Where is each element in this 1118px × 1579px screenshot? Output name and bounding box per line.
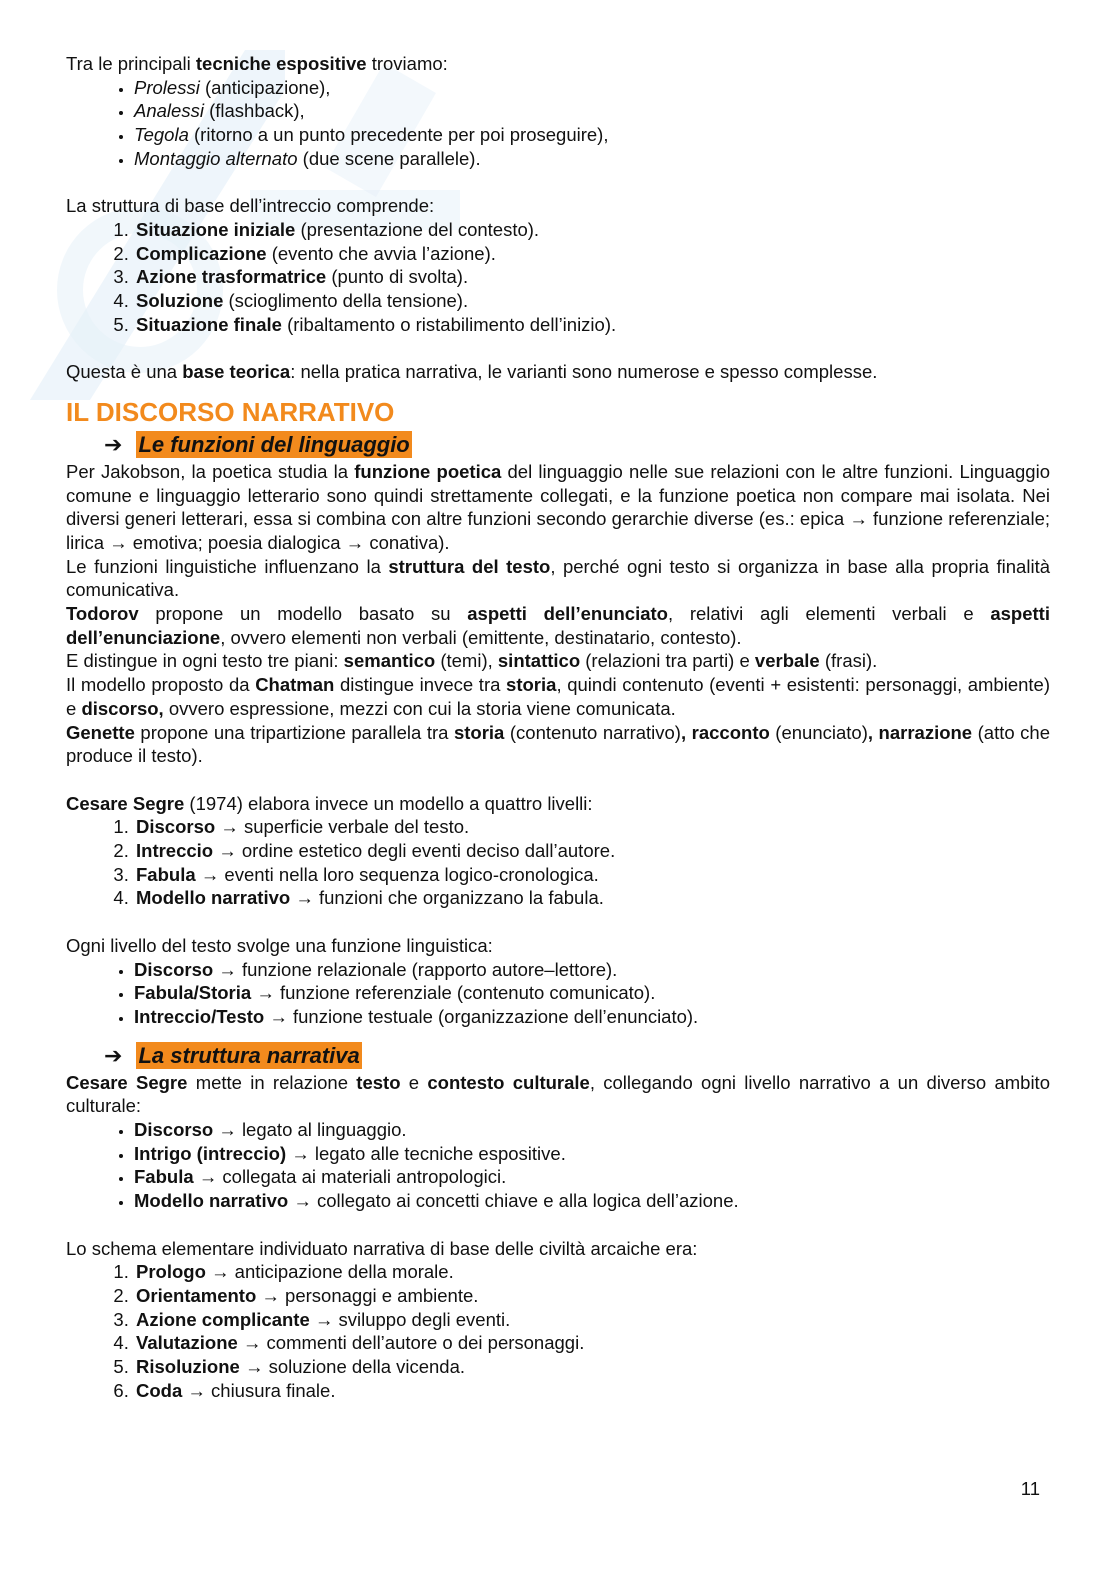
bold-term: Risoluzione — [136, 1356, 240, 1378]
text-run: → chiusura finale. — [182, 1379, 336, 1401]
text-run: → superficie verbale del testo. — [215, 816, 470, 838]
list-item — [134, 815, 1050, 839]
bold-term: Situazione iniziale — [136, 218, 296, 240]
text-run: troviamo: — [366, 53, 448, 74]
subheading-funzioni — [104, 430, 1050, 460]
text-run: (1974) elabora invece un modello a quattro livelli: — [184, 792, 593, 814]
text-run: → eventi nella loro sequenza logico-cronologica. — [195, 863, 599, 885]
subheading-struttura-label: La struttura narrativa — [138, 1043, 360, 1069]
text-run: → legato alle tecniche espositive. — [286, 1142, 566, 1164]
bold-term: Modello narrativo — [136, 887, 291, 909]
bold-term: discorso, — [81, 697, 164, 719]
text-run: Ogni livello del testo svolge una funzione linguistica: — [66, 934, 493, 956]
list-item — [134, 242, 1050, 266]
bold-term: Cesare Segre — [66, 792, 185, 814]
arrow-icon: ➔ — [104, 431, 123, 457]
paragraph-livello — [66, 934, 1050, 958]
bold-term: semantico — [343, 650, 436, 672]
italic-term: Analessi — [134, 100, 204, 122]
subheading-funzioni-label: Le funzioni del linguaggio — [138, 432, 410, 458]
bold-term: Chatman — [255, 674, 335, 696]
text-run: (atto che produce il testo). — [66, 721, 1051, 767]
text-run: , relativi agli elementi verbali e — [667, 603, 991, 625]
text-run: (presentazione del contesto). — [295, 218, 540, 240]
bold-term: Complicazione — [136, 242, 267, 264]
text-run: → personaggi e ambiente. — [256, 1284, 479, 1306]
italic-term: Prolessi — [134, 76, 200, 98]
list-item — [134, 1189, 1050, 1213]
paragraph-funzioni — [66, 555, 1050, 602]
text-run: (relazioni tra parti) e — [580, 650, 755, 672]
list-item — [134, 99, 1050, 123]
text-run: (flashback), — [203, 100, 305, 122]
text-run: , collegando ogni livello narrativo a un diverso ambito culturale: — [66, 1071, 1050, 1117]
bold-term: Cesare Segre — [66, 1071, 188, 1093]
text-run: La struttura di base dell’intreccio comprende: — [66, 195, 435, 217]
text-run: → commenti dell’autore o dei personaggi. — [237, 1332, 585, 1354]
text-run: Le funzioni linguistiche influenzano la — [66, 555, 389, 577]
bold-term: aspetti dell’enunciazione — [66, 603, 1050, 648]
text-run: del linguaggio nelle sue relazioni con le altre funzioni. Linguaggio comune e linguaggio letterario sono quindi strettamente collegati, e la funzione poetica non compare mai isolata. Nei diversi generi letterari, essa si combina con altre funzioni secondo gerarchie diverse (es.: epica → funzione referenziale; lirica → emotiva; poesia dialogica → conativa). — [66, 460, 1050, 553]
text-run: (enunciato) — [769, 721, 868, 743]
text-run: → collegata ai materiali antropologici. — [193, 1166, 507, 1188]
list-funzioni-livello — [66, 958, 1050, 1029]
bold-term: base teorica — [182, 361, 291, 383]
list-livelli-segre — [66, 815, 1050, 910]
list-item — [134, 147, 1050, 171]
list-item — [134, 1165, 1050, 1189]
text-run: Per Jakobson, la poetica studia la — [66, 460, 355, 482]
bold-term: Intreccio — [136, 840, 214, 862]
text-run: → legato al linguaggio. — [213, 1119, 407, 1141]
text-run: (anticipazione), — [199, 76, 331, 98]
heading-discorso-narrativo: IL DISCORSO NARRATIVO — [66, 396, 395, 427]
list-struttura-intreccio — [66, 218, 1050, 337]
text-run: ovvero espressione, mezzi con cui la storia viene comunicata. — [163, 697, 676, 719]
text-run: Lo schema elementare individuato narrativa di base delle civiltà arcaiche era: — [66, 1237, 698, 1259]
page-number: 11 — [1020, 1478, 1040, 1499]
text-run: (ribaltamento o ristabilimento dell’inizio). — [281, 313, 617, 335]
list-item — [134, 313, 1050, 337]
bold-term: aspetti dell’enunciato — [467, 603, 668, 625]
text-run: → funzione relazionale (rapporto autore–lettore). — [213, 958, 618, 980]
bold-term: Discorso — [134, 1119, 214, 1141]
text-run: (punto di svolta). — [326, 266, 469, 288]
bold-term: struttura del testo — [388, 555, 551, 577]
bold-term: verbale — [754, 650, 820, 672]
bold-term: Azione complicante — [136, 1308, 310, 1330]
paragraph-todorov — [66, 602, 1050, 649]
paragraph-schema — [66, 1237, 1050, 1261]
text-run: → collegato ai concetti chiave e alla logica dell’azione. — [288, 1190, 739, 1212]
bold-term: Orientamento — [136, 1284, 257, 1306]
bold-term: Situazione finale — [136, 313, 282, 335]
list-item — [134, 1260, 1050, 1284]
text-run: (ritorno a un punto precedente per poi proseguire), — [188, 124, 609, 146]
list-item — [134, 218, 1050, 242]
text-run: → anticipazione della morale. — [205, 1261, 454, 1283]
list-item — [134, 265, 1050, 289]
text-run: → ordine estetico degli eventi deciso dall’autore. — [213, 840, 616, 862]
text-run: E distingue in ogni testo tre piani: — [66, 650, 344, 672]
list-item — [134, 1118, 1050, 1142]
bold-term: storia — [506, 674, 557, 696]
list-item — [134, 958, 1050, 982]
text-run: : nella pratica narrativa, le varianti sono numerose e spesso complesse. — [290, 361, 878, 383]
list-tecniche-espositive — [66, 76, 1050, 171]
list-item — [134, 76, 1050, 100]
list-item — [134, 1379, 1050, 1403]
text-run: (contenuto narrativo) — [504, 721, 681, 743]
text-run: (scioglimento della tensione). — [223, 290, 469, 312]
paragraph-jakobson — [66, 460, 1050, 555]
list-item — [134, 289, 1050, 313]
italic-term: Tegola — [134, 124, 189, 146]
bold-term: Fabula — [136, 863, 196, 885]
text-run: → funzione referenziale (contenuto comunicato). — [251, 982, 656, 1004]
text-run: Il modello proposto da — [66, 674, 256, 696]
bold-term: Discorso — [134, 958, 214, 980]
text-run: → soluzione della vicenda. — [239, 1356, 466, 1378]
arrow-icon: ➔ — [104, 1042, 123, 1068]
text-run: (evento che avvia l’azione). — [266, 242, 496, 264]
text-run: , quindi contenuto (eventi + esistenti: personaggi, ambiente) e — [66, 674, 1051, 719]
bold-term: Modello narrativo — [134, 1190, 289, 1212]
list-item — [134, 886, 1050, 910]
bold-term: Intrigo (intreccio) — [134, 1142, 287, 1164]
text-run: (frasi). — [819, 650, 878, 672]
text-run: propone una tripartizione parallela tra — [134, 721, 454, 743]
bold-term: Discorso — [136, 816, 216, 838]
subheading-struttura — [104, 1041, 1050, 1071]
list-item — [134, 839, 1050, 863]
bold-term: Valutazione — [136, 1332, 238, 1354]
text-run: (due scene parallele). — [297, 147, 481, 169]
bold-term: Azione trasformatrice — [136, 266, 327, 288]
paragraph-piani — [66, 649, 1050, 673]
list-item — [134, 1284, 1050, 1308]
bold-term: Genette — [66, 721, 135, 743]
bold-term: , racconto — [680, 721, 770, 743]
bold-term: Fabula/Storia — [134, 982, 252, 1004]
paragraph-segre — [66, 792, 1050, 816]
text-run: , ovvero elementi non verbali (emittente, destinatario, contesto). — [220, 626, 742, 648]
text-run: → sviluppo degli eventi. — [309, 1308, 511, 1330]
list-item — [134, 1355, 1050, 1379]
list-schema-elementare — [66, 1260, 1050, 1402]
text-run: (temi), — [435, 650, 498, 672]
paragraph-genette — [66, 721, 1050, 768]
text-run: Tra le principali — [66, 53, 196, 74]
text-run: → funzioni che organizzano la fabula. — [290, 887, 604, 909]
text-run: distingue invece tra — [334, 674, 507, 696]
list-item — [134, 1331, 1050, 1355]
bold-term: tecniche espositive — [195, 53, 367, 74]
intro-struttura — [66, 194, 1050, 218]
bold-term: Todorov — [66, 603, 139, 625]
list-item — [134, 1142, 1050, 1166]
bold-term: sintattico — [497, 650, 581, 672]
bold-term: Prologo — [136, 1261, 206, 1283]
text-run: → funzione testuale (organizzazione dell’enunciato). — [264, 1005, 699, 1027]
list-item — [134, 123, 1050, 147]
text-run: Questa è una — [66, 361, 183, 383]
text-run: e — [400, 1071, 428, 1093]
bold-term: , narrazione — [867, 721, 973, 743]
text-run: mette in relazione — [187, 1071, 357, 1093]
intro-tecniche — [66, 52, 1050, 76]
list-item — [134, 1308, 1050, 1332]
bold-term: storia — [453, 721, 505, 743]
paragraph-segre-contesto — [66, 1071, 1050, 1118]
list-ambiti-culturali — [66, 1118, 1050, 1213]
note-base-teorica — [66, 360, 1050, 384]
bold-term: funzione poetica — [354, 460, 502, 482]
bold-term: Soluzione — [136, 290, 224, 312]
list-item — [134, 863, 1050, 887]
list-item — [134, 1005, 1050, 1029]
bold-term: testo — [356, 1071, 401, 1093]
bold-term: Fabula — [134, 1166, 194, 1188]
bold-term: Coda — [136, 1379, 183, 1401]
bold-term: Intreccio/Testo — [134, 1005, 265, 1027]
paragraph-chatman — [66, 673, 1050, 720]
italic-term: Montaggio alternato — [134, 147, 298, 169]
text-run: propone un modello basato su — [138, 603, 468, 625]
text-run: , perché ogni testo si organizza in base alla propria finalità comunicativa. — [66, 555, 1050, 601]
list-item — [134, 981, 1050, 1005]
bold-term: contesto culturale — [427, 1071, 590, 1093]
